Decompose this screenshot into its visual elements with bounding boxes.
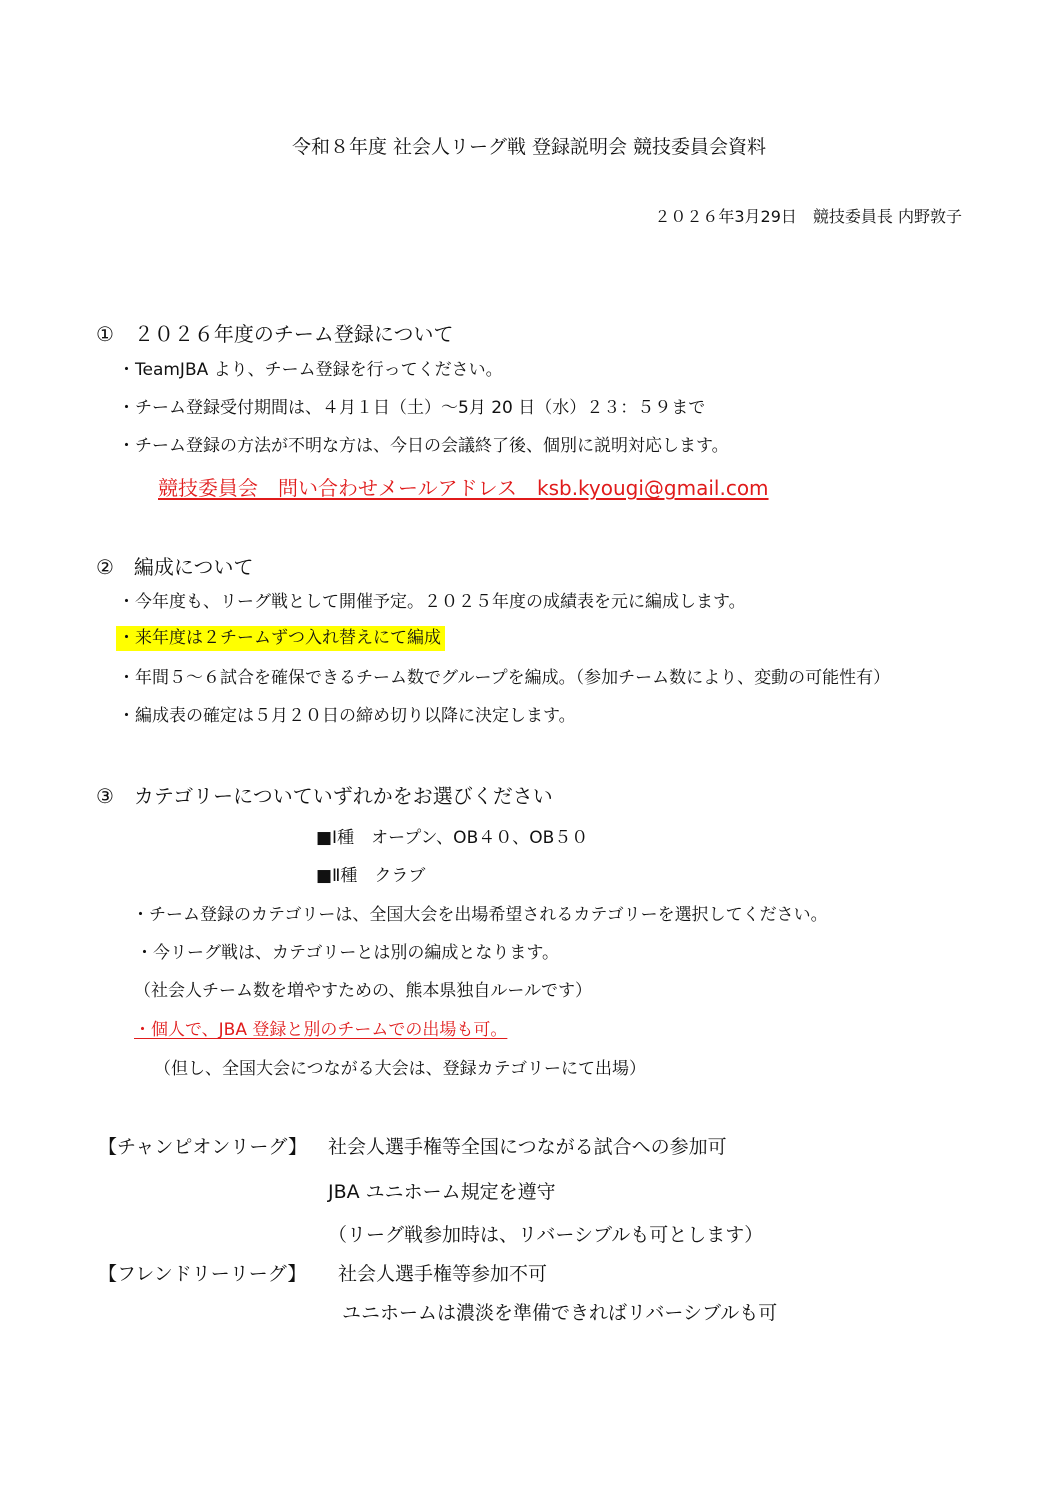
section3-note: （社会人チーム数を増やすための、熊本県独自ルールです）	[134, 981, 592, 1001]
section2-heading: ② 編成について	[96, 555, 254, 579]
section3-item-2: ・今リーグ戦は、カテゴリーとは別の編成となります。	[136, 943, 559, 963]
champion-league-line-3: （リーグ戦参加時は、リバーシブルも可とします）	[328, 1224, 764, 1246]
friendly-league-label: 【フレンドリーリーグ】	[98, 1263, 307, 1285]
section3-item-1: ・チーム登録のカテゴリーは、全国大会を出場希望されるカテゴリーを選択してください。	[132, 905, 828, 925]
section3-heading: ③ カテゴリーについていずれかをお選びください	[96, 784, 553, 808]
date-author: ２０２６年3月29日 競技委員長 内野敦子	[654, 207, 962, 226]
section2-item-4: ・編成表の確定は５月２０日の締め切り以降に決定します。	[118, 706, 576, 726]
category-type-2: ■Ⅱ種 クラブ	[316, 866, 426, 886]
friendly-league-line-1: 社会人選手権等参加不可	[338, 1263, 548, 1285]
section2-item-highlighted	[116, 630, 445, 647]
category-type-1: ■Ⅰ種 オープン、OB４０、OB５０	[316, 828, 589, 848]
friendly-league-line-2: ユニホームは濃淡を準備できればリバーシブルも可	[342, 1302, 778, 1324]
highlighted-text: ・来年度は２チームずつ入れ替えにて編成	[116, 626, 445, 651]
champion-league-line-1: 社会人選手権等全国につながる試合への参加可	[328, 1136, 727, 1158]
section3-note-2: （但し、全国大会につながる大会は、登録カテゴリーにて出場）	[154, 1059, 646, 1079]
contact-email-link[interactable]: 競技委員会 問い合わせメールアドレス ksb.kyougi@gmail.com	[158, 476, 769, 500]
section1-item-3: ・チーム登録の方法が不明な方は、今日の会議終了後、個別に説明対応します。	[118, 436, 729, 456]
champion-league-line-2: JBA ユニホーム規定を遵守	[328, 1181, 556, 1203]
champion-league-label: 【チャンピオンリーグ】	[98, 1136, 308, 1158]
section1-heading: ① ２０２６年度のチーム登録について	[96, 322, 454, 346]
section1-item-2: ・チーム登録受付期間は、４月１日（土）～5月 20 日（水）２３：５９まで	[118, 398, 706, 418]
document-title: 令和８年度 社会人リーグ戦 登録説明会 競技委員会資料	[291, 136, 767, 158]
section1-item-1: ・TeamJBA より、チーム登録を行ってください。	[118, 360, 503, 380]
section3-item-red: ・個人で、JBA 登録と別のチームでの出場も可。	[134, 1020, 508, 1040]
section2-item-1: ・今年度も、リーグ戦として開催予定。２０２５年度の成績表を元に編成します。	[118, 592, 746, 612]
section2-item-3: ・年間５～６試合を確保できるチーム数でグループを編成。（参加チーム数により、変動の可能性有）	[118, 668, 891, 688]
